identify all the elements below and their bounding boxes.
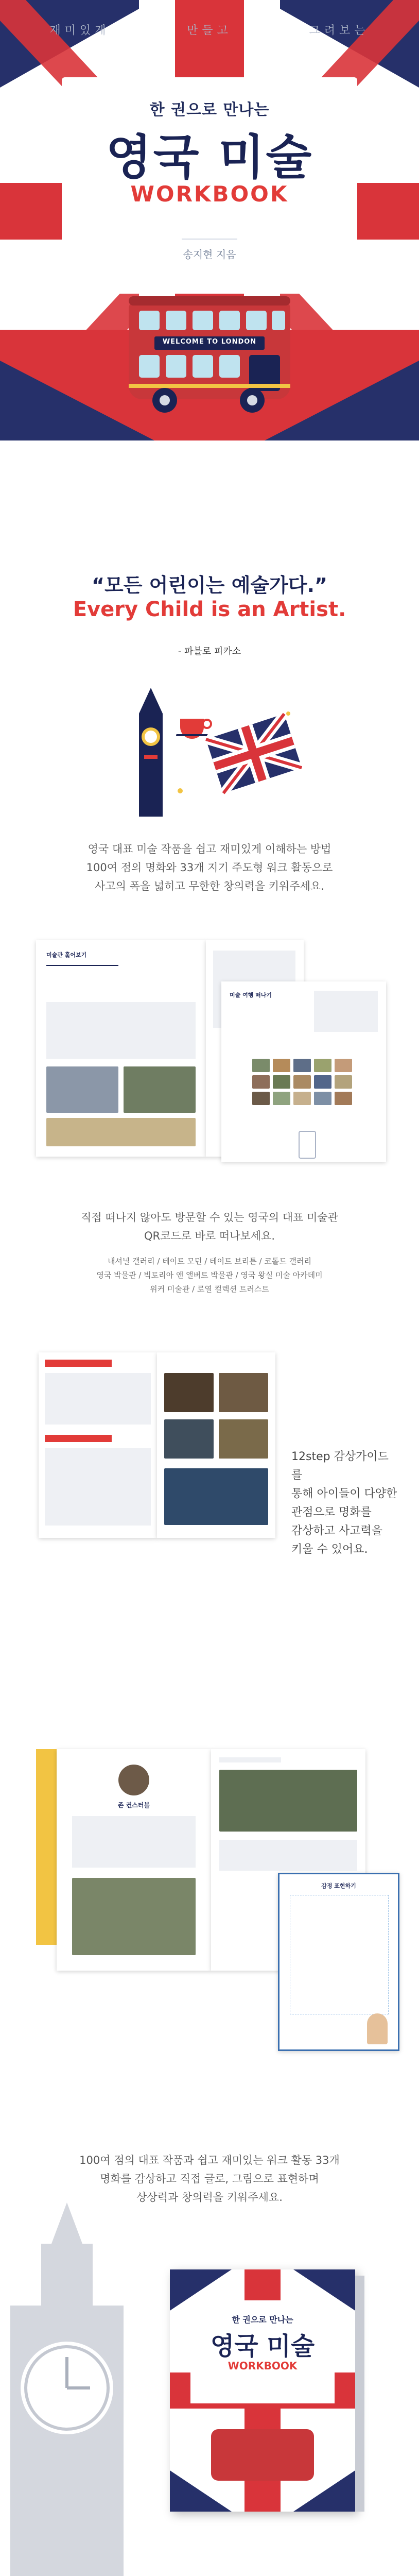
hero-author: 송지현 지음 bbox=[183, 248, 236, 261]
artwork-thumb bbox=[335, 1092, 352, 1105]
museum-description: 직접 떠나지 않아도 방문할 수 있는 영국의 대표 미술관 QR코드로 바로 떠나보세요. bbox=[81, 1211, 338, 1242]
phone-icon bbox=[299, 1131, 316, 1159]
child-illustration bbox=[367, 2013, 388, 2044]
artwork-thumb bbox=[314, 1059, 331, 1072]
book-title: 영국 미술 bbox=[210, 2332, 315, 2361]
book-page-right bbox=[221, 981, 386, 1162]
artwork-thumb bbox=[293, 1059, 311, 1072]
artwork-thumb bbox=[252, 1092, 270, 1105]
hero-section bbox=[0, 0, 419, 440]
artwork-thumb bbox=[293, 1075, 311, 1089]
museum-photo bbox=[46, 1066, 118, 1113]
artwork-image bbox=[72, 1878, 196, 1955]
union-jack-cover bbox=[170, 2269, 355, 2512]
book-page-left bbox=[39, 1352, 157, 1538]
quote-section bbox=[0, 440, 419, 920]
bus-sign-text: WELCOME TO LONDON bbox=[162, 338, 257, 346]
text-block bbox=[46, 1002, 196, 1059]
big-ben-illustration bbox=[118, 683, 304, 817]
big-ben-silhouette bbox=[0, 2202, 134, 2576]
artwork-thumb bbox=[273, 1059, 290, 1072]
artwork-image bbox=[219, 1770, 357, 1832]
hero-subtitle: 한 권으로 만나는 bbox=[149, 101, 270, 119]
hero-title: 영국 미술 bbox=[106, 130, 313, 185]
quote-attribution: - 파블로 피카소 bbox=[178, 646, 241, 657]
guide-description: 12step 감상가이드를 통해 아이들이 다양한 관점으로 명화를 감상하고 사고력을 키울 수 있어요. bbox=[291, 1450, 397, 1556]
text-block bbox=[45, 1448, 151, 1526]
museum-section bbox=[0, 920, 419, 1342]
artwork-image bbox=[219, 1419, 268, 1459]
artwork-thumb bbox=[314, 1092, 331, 1105]
book-page-left bbox=[57, 1749, 211, 1971]
book-spine bbox=[355, 2276, 364, 2512]
page-heading: 미술 여행 떠나기 bbox=[230, 992, 272, 998]
drawing-area[interactable] bbox=[290, 1895, 389, 2014]
artwork-image bbox=[164, 1373, 214, 1412]
book-subtitle: 한 권으로 만나는 bbox=[232, 2315, 293, 2325]
artist-portrait bbox=[118, 1765, 149, 1795]
artwork-thumb bbox=[252, 1075, 270, 1089]
step-header bbox=[45, 1360, 112, 1367]
book-workbook-label: WORKBOOK bbox=[228, 2360, 298, 2372]
hero-tag: 재미있게 bbox=[49, 24, 110, 37]
activity-page bbox=[278, 1873, 399, 2051]
artwork-thumb bbox=[273, 1075, 290, 1089]
text-block bbox=[72, 1816, 196, 1868]
divider bbox=[46, 965, 118, 966]
book-cover bbox=[170, 2269, 355, 2512]
hero-tag: 만들고 bbox=[187, 24, 232, 37]
cover-description: 100여 점의 대표 작품과 쉽고 재미있는 워크 활동 33개 명화를 감상하고 직접 글로, 그림으로 표현하며 상상력과 창의력을 키워주세요. bbox=[79, 2154, 340, 2204]
workbook-section bbox=[0, 1728, 419, 2141]
double-decker-bus-icon bbox=[124, 286, 295, 415]
artwork-thumb bbox=[252, 1059, 270, 1072]
quote-korean: “모든 어린이는 예술가다.” bbox=[92, 574, 327, 597]
artwork-image bbox=[219, 1373, 268, 1412]
quote-description: 영국 대표 미술 작품을 쉽고 재미있게 이해하는 방법 100여 점의 명화와 33개 지기 주도형 워크 활동으로 사고의 폭을 넓히고 무한한 창의력을 키워주세요. bbox=[86, 843, 333, 892]
hero-workbook-label: WORKBOOK bbox=[130, 181, 289, 207]
cover-section bbox=[0, 2141, 419, 2576]
page-heading: 감정 표현하기 bbox=[321, 1883, 356, 1889]
divider bbox=[182, 239, 237, 240]
artwork-thumb bbox=[273, 1092, 290, 1105]
artwork-thumb bbox=[314, 1075, 331, 1089]
artwork-thumb bbox=[335, 1075, 352, 1089]
text-block bbox=[314, 991, 378, 1032]
book-page-right bbox=[157, 1352, 275, 1538]
artwork-image bbox=[164, 1419, 214, 1459]
page-heading: 존 컨스터블 bbox=[117, 1802, 150, 1809]
museum-list: 내셔널 갤러리 / 테이트 모던 / 테이트 브리튼 / 코톨드 갤러리 영국 박물관 / 빅토리아 앤 앨버트 박물관 / 영국 왕실 미술 아카데미 위커 미술관 / 로열 컬렉션 트러스트 bbox=[96, 1257, 323, 1294]
museum-photo bbox=[46, 1118, 196, 1146]
text-block bbox=[219, 1840, 357, 1871]
museum-photo bbox=[124, 1066, 196, 1113]
artwork-thumb bbox=[335, 1059, 352, 1072]
artwork-thumb bbox=[293, 1092, 311, 1105]
text-block bbox=[45, 1373, 151, 1425]
step-header bbox=[45, 1435, 112, 1442]
hero-tag: 그려보는 bbox=[309, 24, 370, 37]
page-heading: 미술관 훑어보기 bbox=[46, 952, 87, 958]
guide-section bbox=[0, 1342, 419, 1728]
book-page-left bbox=[36, 940, 206, 1157]
quote-english: Every Child is an Artist. bbox=[73, 598, 346, 621]
artwork-image bbox=[164, 1468, 268, 1525]
text-block bbox=[219, 1757, 281, 1762]
